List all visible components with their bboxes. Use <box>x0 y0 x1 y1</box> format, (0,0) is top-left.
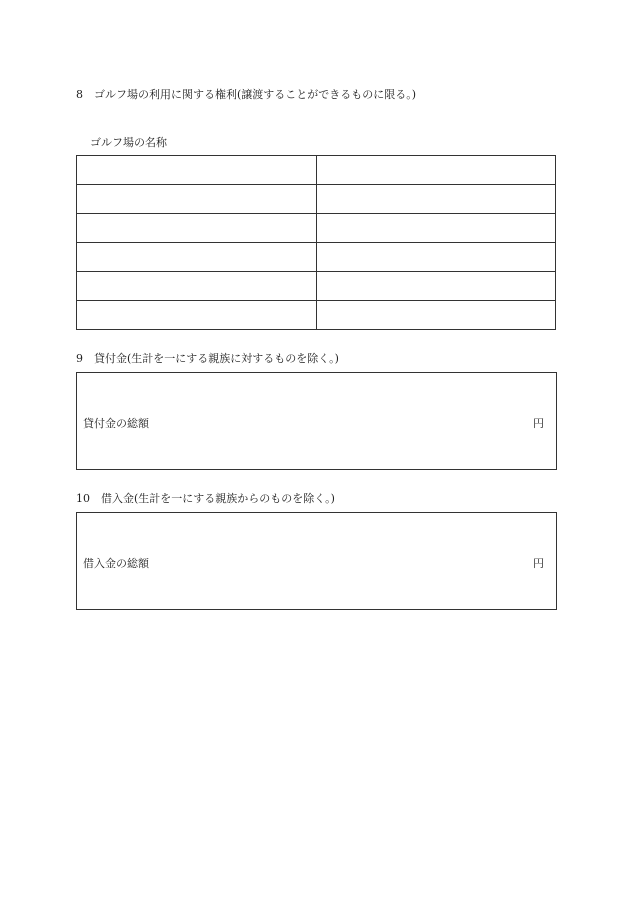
borrowing-total-label: 借入金の総額 <box>83 557 149 570</box>
borrowing-box <box>76 512 557 610</box>
table-row <box>77 272 556 301</box>
section-8-heading: 8 ゴルフ場の利用に関する権利(譲渡することができるものに限る。) <box>76 88 417 101</box>
golf-course-detail-cell <box>317 243 556 272</box>
loan-receivable-yen-unit: 円 <box>533 417 544 430</box>
golf-course-detail-cell <box>317 214 556 243</box>
golf-course-name-cell <box>77 214 317 243</box>
table-row <box>77 156 556 185</box>
golf-course-name-cell <box>77 301 317 330</box>
table-row <box>77 185 556 214</box>
loan-receivable-total-label: 貸付金の総額 <box>83 417 149 430</box>
golf-course-name-cell <box>77 185 317 214</box>
table-row <box>77 243 556 272</box>
section-10-heading: 10 借入金(生計を一にする親族からのものを除く。) <box>76 492 335 505</box>
table-row <box>77 214 556 243</box>
golf-course-name-cell <box>77 243 317 272</box>
golf-course-detail-cell <box>317 156 556 185</box>
golf-course-detail-cell <box>317 301 556 330</box>
golf-course-detail-cell <box>317 185 556 214</box>
golf-course-name-cell <box>77 156 317 185</box>
golf-course-name-label: ゴルフ場の名称 <box>90 136 167 149</box>
table-row <box>77 301 556 330</box>
section-9-heading: 9 貸付金(生計を一にする親族に対するものを除く。) <box>76 352 339 365</box>
golf-course-table <box>76 155 556 330</box>
golf-course-detail-cell <box>317 272 556 301</box>
loan-receivable-box <box>76 372 557 470</box>
borrowing-yen-unit: 円 <box>533 557 544 570</box>
golf-course-name-cell <box>77 272 317 301</box>
